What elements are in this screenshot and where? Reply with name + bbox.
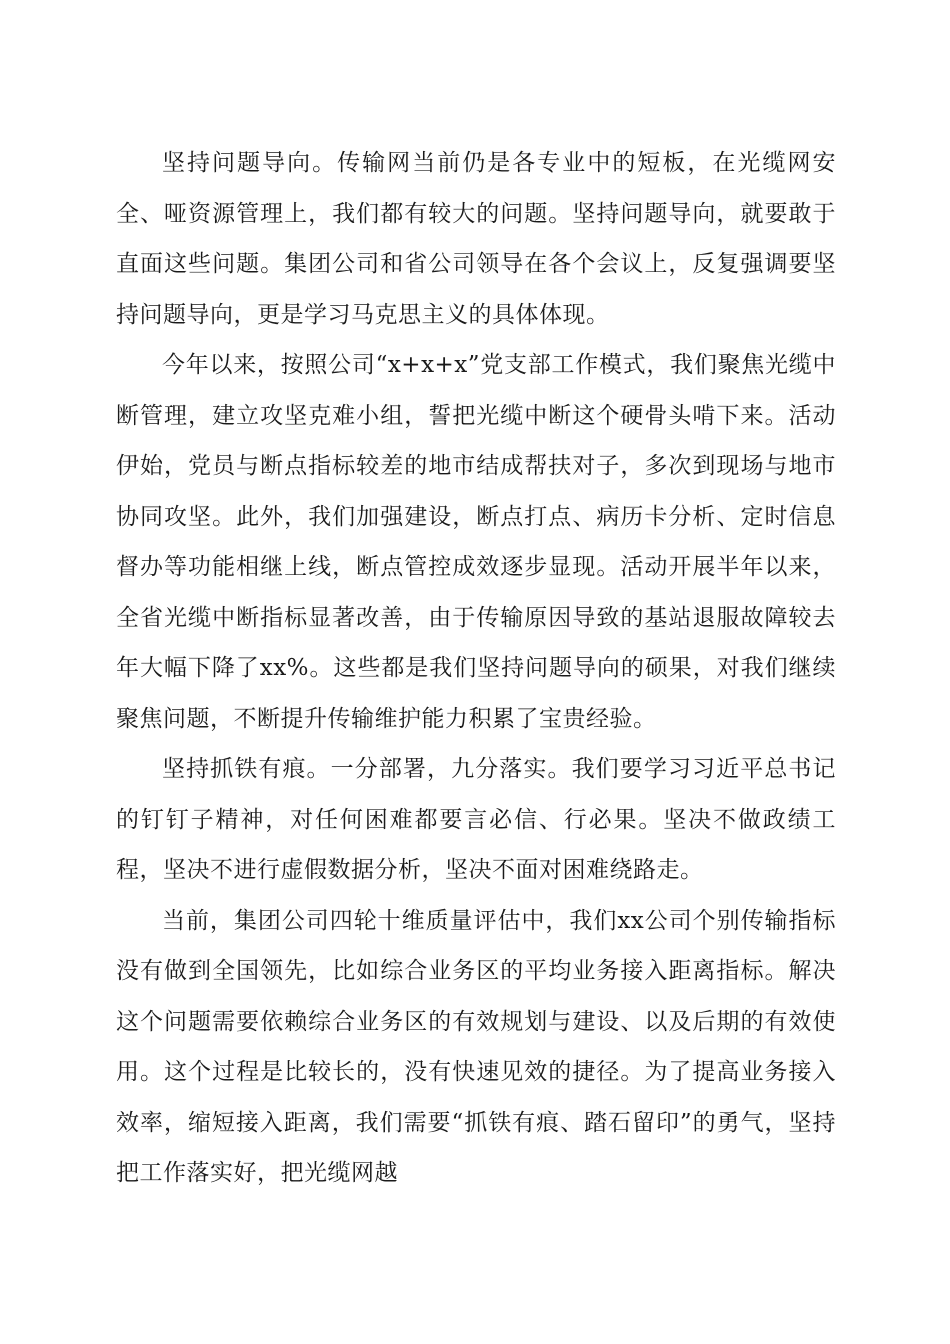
document-body xyxy=(116,138,836,1199)
paragraph-cable-interruption: 今年以来，按照公司“x+x+x”党支部工作模式，我们聚焦光缆中断管理，建立攻坚克难小组，誓把光缆中断这个硬骨头啃下来。活动伊始，党员与断点指标较差的地市结成帮扶对子，多次到现场与地市协同攻坚。此外，我们加强建设，断点打点、病历卡分析、定时信息督办等功能相继上线，断点管控成效逐步显现。活动开展半年以来，全省光缆中断指标显著改善，由于传输原因导致的基站退服故障较去年大幅下降了xx%。这些都是我们坚持问题导向的硕果，对我们继续聚焦问题，不断提升传输维护能力积累了宝贵经验。 xyxy=(116,352,836,732)
paragraph-quality-evaluation: 当前，集团公司四轮十维质量评估中，我们xx公司个别传输指标没有做到全国领先，比如综合业务区的平均业务接入距离指标。解决这个问题需要依赖综合业务区的有效规划与建设、以及后期的有效使用。这个过程是比较长的，没有快速见效的捷径。为了提高业务接入效率，缩短接入距离，我们需要“抓铁有痕、踏石留印”的勇气，坚持把工作落实好，把光缆网越 xyxy=(116,907,836,1186)
paragraph-problem-oriented: 坚持问题导向。传输网当前仍是各专业中的短板，在光缆网安全、哑资源管理上，我们都有较大的问题。坚持问题导向，就要敢于直面这些问题。集团公司和省公司领导在各个会议上，反复强调要坚持问题导向，更是学习马克思主义的具体体现。 xyxy=(116,150,836,328)
paragraph-implementation: 坚持抓铁有痕。一分部署，九分落实。我们要学习习近平总书记的钉钉子精神，对任何困难都要言必信、行必果。坚决不做政绩工程，坚决不进行虚假数据分析，坚决不面对困难绕路走。 xyxy=(116,756,836,883)
